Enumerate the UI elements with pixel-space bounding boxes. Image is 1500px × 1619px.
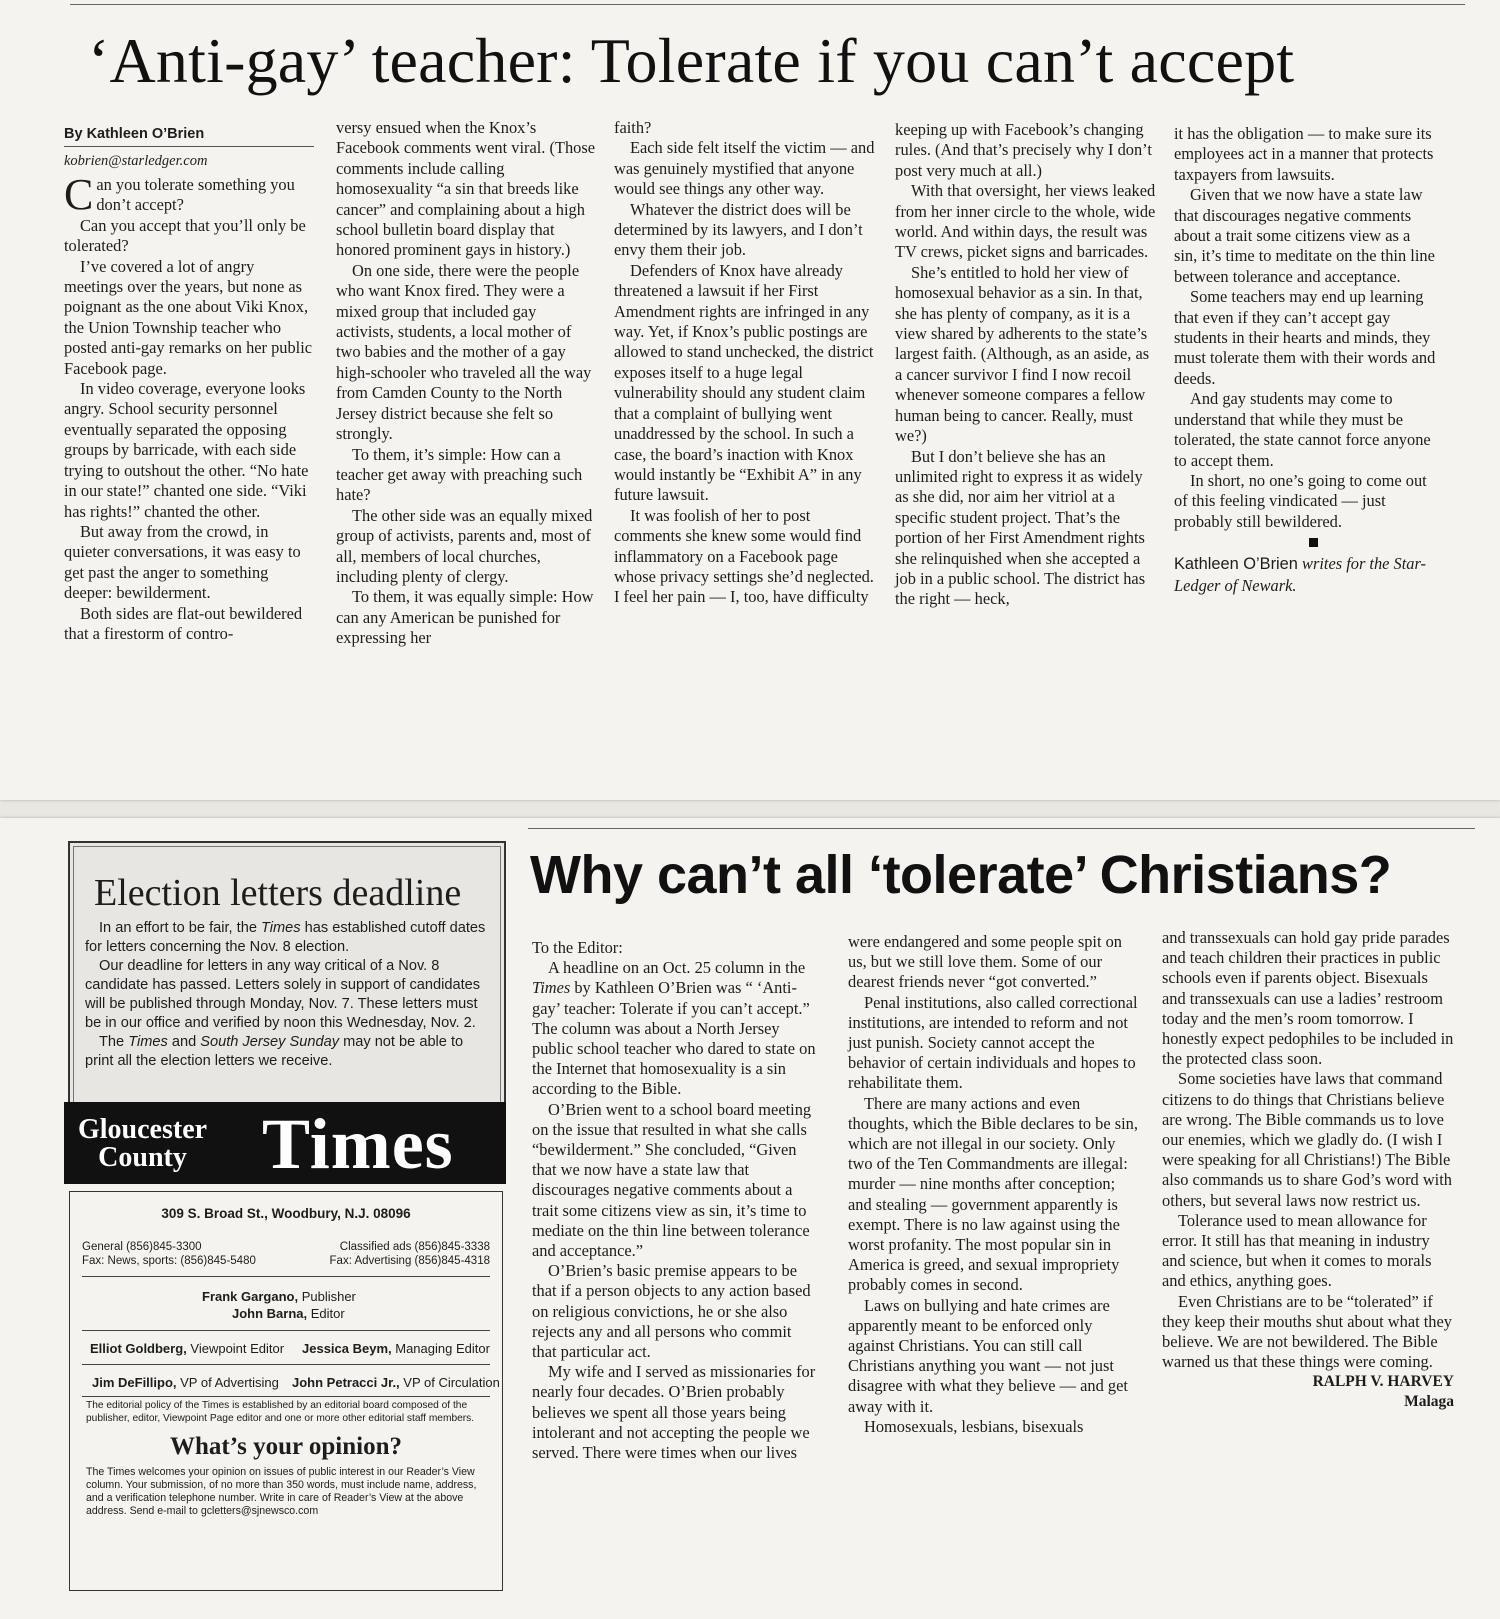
paragraph: To them, it was equally simple: How can any American be punished for expressing her	[336, 587, 594, 648]
address: 309 S. Broad St., Woodbury, N.J. 08096	[161, 1206, 411, 1221]
paragraph: On one side, there were the people who want Knox fired. They were a mixed group that included gay activists, students, a local mother of two babies and the mother of a gay high-schooler who traveled all the way from Camden County to the North Jersey district because she felt so strongly.	[336, 260, 592, 444]
paragraph: I’ve covered a lot of angry meetings over the years, but none as poignant as the one about Viki Knox, the Union Township teacher who posted anti-gay remarks on her public Facebook page.	[64, 256, 313, 378]
divider	[82, 1276, 490, 1277]
paragraph: With that oversight, her views leaked from her inner circle to the whole, wide world. And within days, the result was TV crews, picket signs and barricades.	[895, 181, 1156, 262]
letter-column-1	[532, 938, 820, 1463]
publisher: Frank Gargano, Publisher	[202, 1289, 356, 1304]
paragraph: Can you accept that you’ll only be tolerated?	[64, 215, 306, 256]
paragraph: faith?	[614, 118, 652, 137]
paragraph: Homosexuals, lesbians, bisexuals	[864, 1416, 1084, 1436]
byline-rule	[64, 146, 314, 147]
end-mark-icon	[1309, 538, 1318, 547]
paragraph: and transsexuals can hold gay pride parades and teach children their practices in public schools even if parents object. Bisexuals and transsexuals can use a ladies’ restroom today and the men’s room tomorrow. I honestly expect pedophiles to be included in the protected class soon.	[1162, 928, 1454, 1069]
article-column-5	[1174, 124, 1436, 596]
deadline-paragraph: The Times and South Jersey Sunday may not be able to print all the election letters we receive.	[85, 1034, 464, 1069]
letter-rule	[528, 828, 1475, 829]
paragraph: O’Brien’s basic premise appears to be that if a person objects to any action based on religious convictions, he or she also rejects any and all persons who commit that particular act.	[532, 1261, 811, 1362]
vp-circulation: John Petracci Jr., VP of Circulation	[292, 1375, 500, 1390]
article-column-3	[614, 118, 876, 608]
article-column-4	[895, 120, 1157, 610]
paragraph: There are many actions and even thoughts, which the Bible declares to be sin, which are not illegal in our society. Only two of the Ten Commandments are illegal: murder — nine months after conception; and stealing — government apparently is exempt. There is no law against using the worst profanity. The most popular sin in America is greed, and sexual impropriety probably comes in second.	[848, 1093, 1138, 1295]
paragraph: But I don’t believe she has an unlimited right to express it as widely as she did, nor aim her vitriol at a specific student project. That’s the portion of her First Amendment rights she relinquished when she accepted a job in a public school. The district has the right — heck,	[895, 446, 1146, 609]
letter-column-2	[848, 932, 1140, 1437]
paragraph: Each side felt itself the victim — and was genuinely mystified that anyone would see things any other way.	[614, 138, 875, 199]
managing-editor: Jessica Beym, Managing Editor	[302, 1341, 490, 1356]
credit-text: writes for the Star-Ledger of Newark.	[1174, 554, 1427, 596]
article-column-1	[64, 124, 314, 644]
paragraph: The other side was an equally mixed group of activists, parents and, most of all, members of local churches, including plenty of clergy.	[336, 505, 593, 586]
editor: John Barna, Editor	[232, 1306, 345, 1321]
letter-column-3	[1162, 928, 1454, 1412]
masthead-times: Times	[262, 1104, 454, 1184]
paragraph: In video coverage, everyone looks angry. School security personnel eventually separated the opposing groups by barricade, with each side trying to outshout the other. “No hate in our state!” chanted one side. “Viki has rights!” chanted the other.	[64, 379, 309, 521]
general-phone: General (856)845-3300	[82, 1241, 202, 1253]
deadline-title: Election letters deadline	[94, 872, 462, 914]
author-credit	[1174, 553, 1436, 596]
staff-box	[69, 1191, 503, 1591]
credit-name: Kathleen O’Brien	[1174, 555, 1298, 574]
fax-advertising: Fax: Advertising (856)845-4318	[329, 1255, 490, 1267]
letter-signature: RALPH V. HARVEY	[1312, 1373, 1454, 1391]
divider	[82, 1330, 490, 1331]
letters-clipping	[0, 818, 1500, 1619]
paragraph: Even Christians are to be “tolerated” if they keep their mouths shut about what they believe. We are not bewildered. The Bible warned us that these things were coming.	[1162, 1291, 1452, 1372]
salutation: To the Editor:	[532, 938, 623, 957]
paragraph: keeping up with Facebook’s changing rules. (And that’s precisely why I don’t post very much at all.)	[895, 120, 1152, 180]
paragraph: were endangered and some people spit on us, but we still love them. Some of our dearest friends never “got converted.”	[848, 932, 1122, 992]
paragraph: Whatever the district does will be determined by its lawyers, and I don’t envy them their job.	[614, 199, 863, 260]
letter-location: Malaga	[1404, 1393, 1454, 1411]
paragraph: A headline on an Oct. 25 column in the Times by Kathleen O’Brien was “ ‘Anti-gay’ teacher: Tolerate if you can’t accept.” The column was about a North Jersey public school teacher who dared to state on the Internet that homosexuality is a sin according to the Bible.	[532, 958, 816, 1099]
vp-advertising: Jim DeFillipo, VP of Advertising	[92, 1375, 279, 1390]
paragraph: Laws on bullying and hate crimes are apparently meant to be enforced only against Christians. You can still call Christians anything you want — not just disagree with what they believe — and get away with it.	[848, 1295, 1128, 1416]
top-rule	[70, 4, 1465, 5]
paragraph: Penal institutions, also called correctional institutions, are intended to reform and not just punish. Society cannot accept the behavior of certain individuals and hopes to rehabilitate them.	[848, 992, 1138, 1093]
masthead-county: Gloucester County	[78, 1114, 208, 1173]
paragraph: O’Brien went to a school board meeting on the issue that resulted in what she calls “bewilderment.” She concluded, “Given that we now have a state law that discourages negative comments about a trait some citizens view as sin, it’s time to mediate on the thin line between tolerance and acceptance.”	[532, 1099, 812, 1261]
paragraph: Some societies have laws that command citizens to do things that Christians believe are wrong. The Bible commands us to love our enemies, which we gladly do. (I wish I were speaking for all Christians!) The Bible also commands us to share God’s word with others, but several laws now restrict us.	[1162, 1069, 1452, 1210]
paragraph: Can you tolerate something you don’t accept?	[64, 170, 295, 219]
article-column-2	[336, 118, 598, 649]
deadline-paragraph: In an effort to be fair, the Times has established cutoff dates for letters concerning the Nov. 8 election.	[85, 920, 486, 955]
article-headline: ‘Anti-gay’ teacher: Tolerate if you can’t accept	[88, 25, 1295, 96]
paragraph: And gay students may come to understand that while they must be tolerated, the state cannot force anyone to accept them.	[1174, 389, 1431, 470]
election-deadline-box	[68, 841, 506, 1111]
author-email: kobrien@starledger.com	[64, 153, 208, 169]
paragraph: Some teachers may end up learning that even if they can’t accept gay students in their hearts and minds, they must tolerate them with their words and deeds.	[1174, 287, 1436, 388]
opinion-body: The Times welcomes your opinion on issues of public interest in our Reader’s View column. Your submission, of no more than 350 words, must include name, address, and a verification telephone number. Write in care of Reader’s View at the above address. Send e-mail to gcletters@sjnewsco.com	[86, 1466, 477, 1517]
paragraph: But away from the crowd, in quieter conversations, it was easy to get past the anger to something deeper: bewilderment.	[64, 521, 301, 603]
paragraph: To them, it’s simple: How can a teacher get away with preaching such hate?	[336, 444, 583, 505]
newspaper-masthead	[64, 1102, 506, 1184]
paragraph: In short, no one’s going to come out of this feeling vindicated — just probably still bewildered.	[1174, 470, 1427, 531]
paragraph: My wife and I served as missionaries for nearly four decades. O’Brien probably believes we spent all those years being intolerant and not accepting the people we served. There were times when our lives	[532, 1362, 816, 1463]
editorial-policy: The editorial policy of the Times is established by an editorial board composed of the publisher, editor, Viewpoint Page editor and one or more other editorial staff members.	[86, 1400, 475, 1424]
paragraph: versy ensued when the Knox’s Facebook comments went viral. (Those comments include calling homosexuality “a sin that breeds like cancer” and complaining about a high school bulletin board display that honored prominent gays in history.)	[336, 118, 595, 260]
divider	[82, 1396, 490, 1397]
paragraph: It was foolish of her to post comments she knew some would find inflammatory on a Facebook page whose privacy settings she’d neglected. I feel her pain — I, too, have difficulty	[614, 505, 874, 607]
paragraph: Tolerance used to mean allowance for error. It still has that meaning in industry and science, but when it comes to morals and ethics, anything goes.	[1162, 1210, 1432, 1291]
paragraph: Given that we now have a state law that discourages negative comments about a trait some citizens view as a sin, it’s time to meditate on the thin line between tolerance and acceptance.	[1174, 185, 1435, 286]
letter-headline: Why can’t all ‘tolerate’ Christians?	[530, 845, 1392, 905]
deadline-paragraph: Our deadline for letters in any way critical of a Nov. 8 candidate has passed. Letters solely in support of candidates will be published through Monday, Nov. 7. These letters must be in our office and verified by noon this Wednesday, Nov. 2.	[85, 958, 481, 1031]
paragraph: it has the obligation — to make sure its employees act in a manner that protects taxpayers from lawsuits.	[1174, 124, 1434, 184]
article-clipping	[0, 0, 1500, 800]
divider	[82, 1364, 490, 1365]
paragraph: Both sides are flat-out bewildered that a firestorm of contro-	[64, 603, 303, 643]
opinion-title: What’s your opinion?	[169, 1433, 402, 1460]
paragraph: Defenders of Knox have already threatened a lawsuit if her First Amendment rights are infringed in any way. Yet, if Knox’s public postings are allowed to stand unchecked, the district exposes itself to a huge legal vulnerability should any student claim that a complaint of bullying went unaddressed by the school. In such a case, the board’s inaction with Knox would instantly be “Exhibit A” in any future lawsuit.	[614, 260, 874, 505]
paragraph: She’s entitled to hold her view of homosexual behavior as a sin. In that, she has plenty of company, as it is a view shared by adherents to the state’s largest faith. (Although, as an aside, as a cancer survivor I find I now recoil whenever someone compares a fellow human being to cancer. Really, must we?)	[895, 262, 1150, 446]
classified-phone: Classified ads (856)845-3338	[339, 1241, 490, 1253]
viewpoint-editor: Elliot Goldberg, Viewpoint Editor	[90, 1341, 285, 1356]
deadline-body	[85, 919, 495, 1071]
fax-news: Fax: News, sports: (856)845-5480	[82, 1255, 256, 1267]
byline: By Kathleen O’Brien	[64, 126, 205, 142]
drop-cap: C	[64, 170, 94, 219]
